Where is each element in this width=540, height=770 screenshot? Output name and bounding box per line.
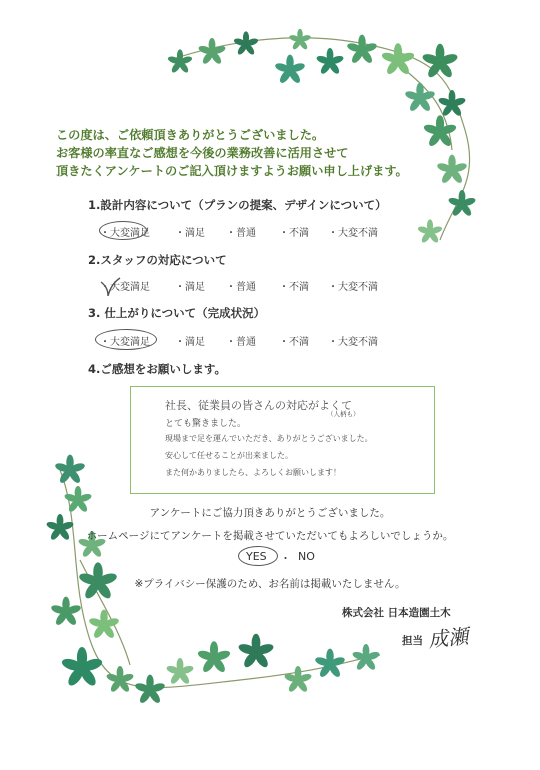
yes-option: YES (246, 550, 267, 563)
option-neutral: ・普通 (226, 228, 256, 239)
question-4-title: 4.ご感想をお願いします。 (88, 362, 226, 376)
option-dissatisfied: ・不満 (279, 228, 309, 239)
check-mark (98, 276, 122, 300)
handwritten-line-1: 社長、従業員の皆さんの対応がよくて (165, 399, 352, 412)
option-satisfied: ・満足 (175, 282, 205, 293)
option-very-dissatisfied: ・大変不満 (328, 282, 378, 293)
option-satisfied: ・満足 (175, 337, 205, 348)
question-2-title: 2.スタッフの対応について (88, 253, 227, 267)
handwritten-line-4: 安心して任せることが出来ました。 (165, 451, 293, 460)
option-dissatisfied: ・不満 (279, 282, 309, 293)
option-very-satisfied: ・大変満足 (100, 337, 150, 348)
option-neutral: ・普通 (226, 337, 256, 348)
option-dissatisfied: ・不満 (279, 337, 309, 348)
option-very-dissatisfied: ・大変不満 (328, 337, 378, 348)
option-neutral: ・普通 (226, 282, 256, 293)
publish-question: ホームページにてアンケートを掲載させていただいてもよろしいでしょうか。 (86, 530, 454, 542)
thanks-text: アンケートにご協力頂きありがとうございました。 (149, 507, 391, 519)
staff-label: 担当 (402, 635, 423, 647)
handwritten-line-5: また何かありましたら、よろしくお願いします！ (165, 468, 341, 477)
selection-circle (95, 329, 157, 350)
question-1-title: 1.設計内容について（プランの提案、デザインについて） (88, 198, 387, 212)
handwritten-line-3: 現場まで足を運んでいただき、ありがとうございました。 (165, 434, 373, 443)
option-very-satisfied: ・大変満足 (100, 228, 150, 239)
question-2-options (100, 278, 400, 294)
comment-box (130, 386, 435, 494)
no-option: NO (298, 550, 315, 563)
option-satisfied: ・満足 (175, 228, 205, 239)
intro-line-1: この度は、ご依頼頂きありがとうございました。 (56, 128, 325, 142)
company-name: 株式会社 日本造園土木 (342, 607, 451, 619)
selection-circle (99, 221, 147, 240)
handwritten-line-2: とても驚きました。 (165, 419, 247, 429)
intro-message (56, 126, 456, 180)
privacy-note: ※プライバシー保護のため、お名前は掲載いたしません。 (134, 578, 406, 590)
intro-line-2: お客様の率直なご感想を今後の業務改善に活用させて (56, 146, 349, 160)
handwritten-insertion: （人柄も） (327, 410, 360, 418)
yes-selection-circle (238, 546, 278, 566)
question-3-title: 3. 仕上がりについて（完成状況） (88, 306, 266, 320)
staff-signature: 成瀬 (427, 623, 470, 653)
separator-dot: ・ (280, 552, 291, 565)
option-very-satisfied: ・大変満足 (100, 282, 150, 293)
option-very-dissatisfied: ・大変不満 (328, 228, 378, 239)
intro-line-3: 頂きたくアンケートのご記入頂けますようお願い申し上げます。 (56, 164, 408, 178)
